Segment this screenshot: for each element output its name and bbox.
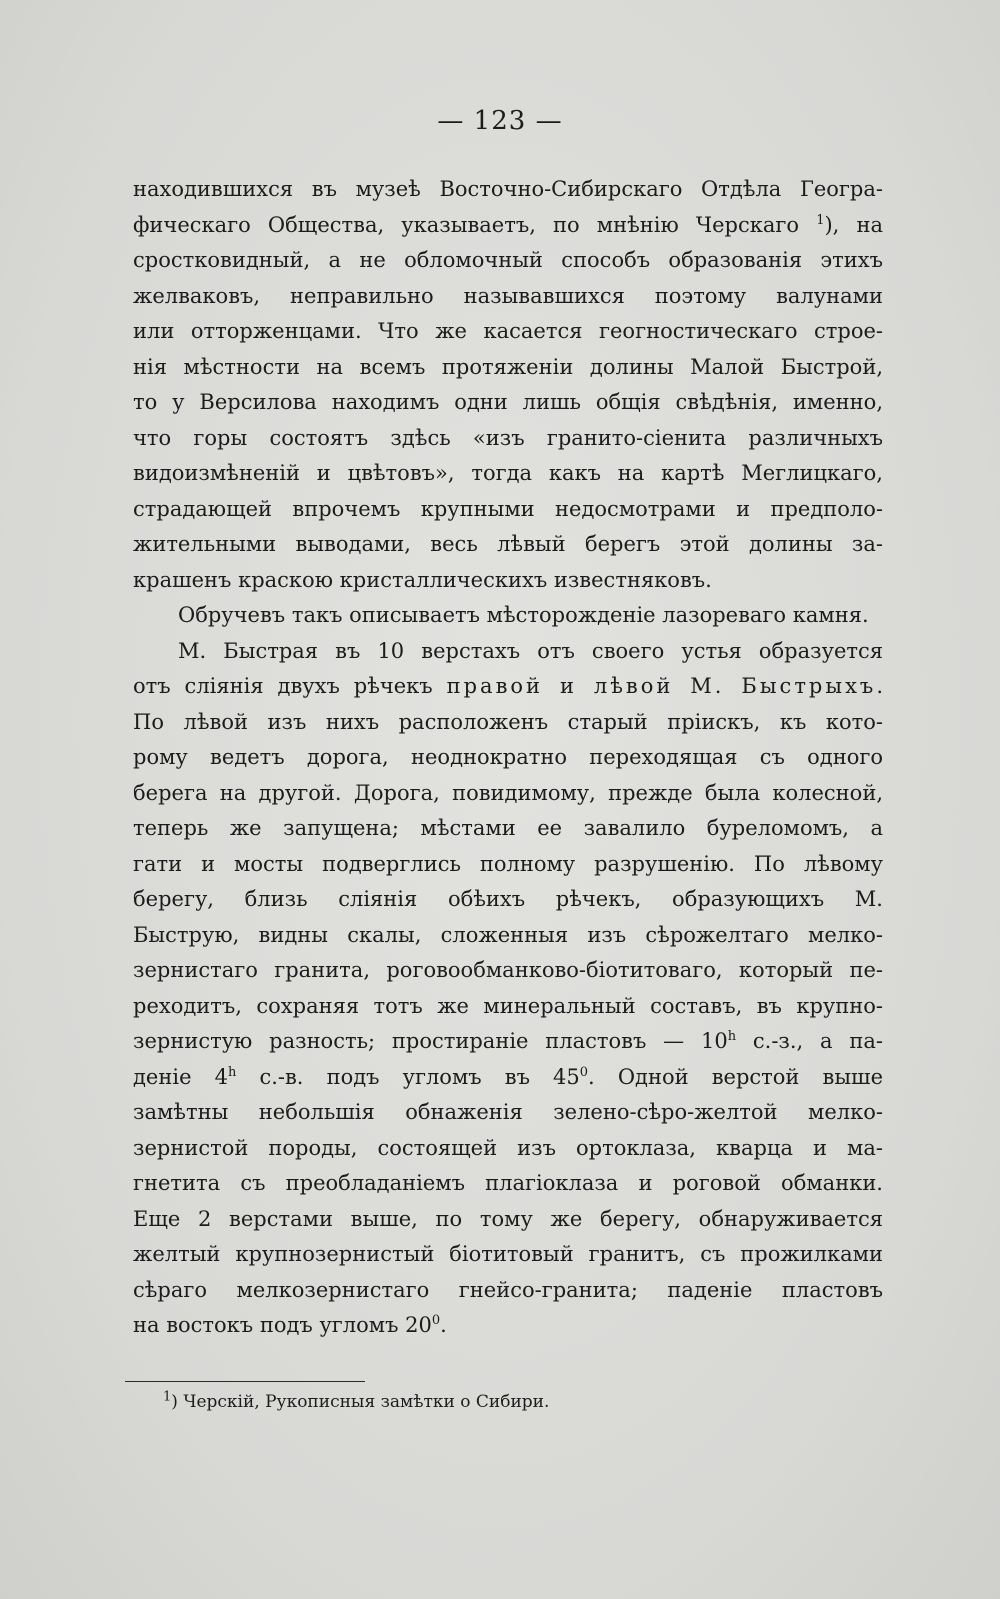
text-line: Быструю, видны скалы, сложенныя изъ сѣрожелтаго мелко- [133,922,883,947]
text-line: находившихся въ музеѣ Восточно-Сибирскаго Отдѣла Геогра- [133,177,883,201]
footnote [163,1389,550,1412]
text-line: теперь же запущена; мѣстами ее завалило буреломомъ, а [133,816,883,840]
text-line: желтый крупнозернистый біотитовый гранитъ, съ прожилками [133,1242,883,1266]
text-line: видоизмѣненій и цвѣтовъ», тогда какъ на картѣ Меглицкаго, [133,461,883,485]
text-line: сростковидный, а не обломочный способъ образованія этихъ [133,248,883,272]
body-text [133,172,883,1344]
text-line: зернистаго гранита, роговообманково-біотитоваго, который пе- [133,958,883,982]
text-line: то у Версилова находимъ одни лишь общія свѣдѣнія, именно, [133,390,883,414]
text-line: гнетита съ преобладаніемъ плагіоклаза и роговой обманки. [133,1171,883,1195]
text-line: жительными выводами, весь лѣвый берегъ этой долины за- [133,532,883,556]
text-line: реходитъ, сохраняя тотъ же минеральный составъ, въ крупно- [133,993,883,1018]
footnote-rule [125,1381,365,1382]
text-line: сѣраго мелкозернистаго гнейсо-гранита; паденіе пластовъ [133,1277,883,1302]
text-line: отъ слiянія двухъ рѣчекъ правой и лѣвой М. Быстрыхъ. [133,674,883,698]
text-line: замѣтны небольшія обнаженія зелено-сѣро-желтой мелко- [133,1100,883,1124]
text-line: берега на другой. Дорога, повидимому, прежде была колесной, [133,780,883,805]
text-line: зернистой породы, состоящей изъ ортоклаза, кварца и ма- [133,1135,883,1160]
text-line: гати и мосты подверглись полному разрушенію. По лѣвому [133,851,883,876]
text-line: М. Быстрая въ 10 верстахъ отъ своего устья образуется [178,638,883,663]
text-line: рому ведетъ дорога, неоднократно переходящая съ одного [133,745,883,769]
footnote-ref: 1 [816,212,825,228]
text-line: По лѣвой изъ нихъ расположенъ старый пріискъ, къ кото- [133,709,883,734]
text-line: крашенъ краскою кристаллическихъ известняковъ. [133,567,712,592]
text-line: зернистую разность; простираніе пластовъ — 10$^h$ с.-з., а па- [133,1029,883,1053]
text-line: страдающей впрочемъ крупными недосмотрами и предполо- [133,496,883,521]
text-line: деніе 4$^h$ с.-в. подъ угломъ въ $45^0$. Одной верстой выше [133,1064,884,1089]
text-line: желваковъ, неправильно называвшихся поэтому валунами [133,283,883,308]
footnote-text: ) Черскій, Рукописныя замѣтки о Сибири. [171,1392,550,1412]
text-line: что горы состоятъ здѣсь «изъ гранито-сіенита различныхъ [133,425,883,450]
text-line: нія мѣстности на всемъ протяженіи долины Малой Быстрой, [133,354,883,379]
text-line: берегу, близь сліянія обѣихъ рѣчекъ, образующихъ М. [133,887,883,911]
footnote-marker: 1 [163,1389,172,1405]
spaced-emphasis: правой и лѣвой М. Быстрыхъ [446,674,877,698]
text-line: или отторженцами. Что же касается геогностическаго строе- [133,319,883,343]
page-number: — 123 — [437,106,563,136]
text-line: Еще 2 верстами выше, по тому же берегу, обнаруживается [133,1206,883,1231]
text-line: на востокъ подъ угломъ $20^0$. [133,1313,447,1337]
text-line: фическаго Общества, указываетъ, по мнѣнію Черскаго $^1$), на [133,212,884,237]
text-line: Обручевъ такъ описываетъ мѣсторожденіе лазореваго камня. [178,603,869,627]
